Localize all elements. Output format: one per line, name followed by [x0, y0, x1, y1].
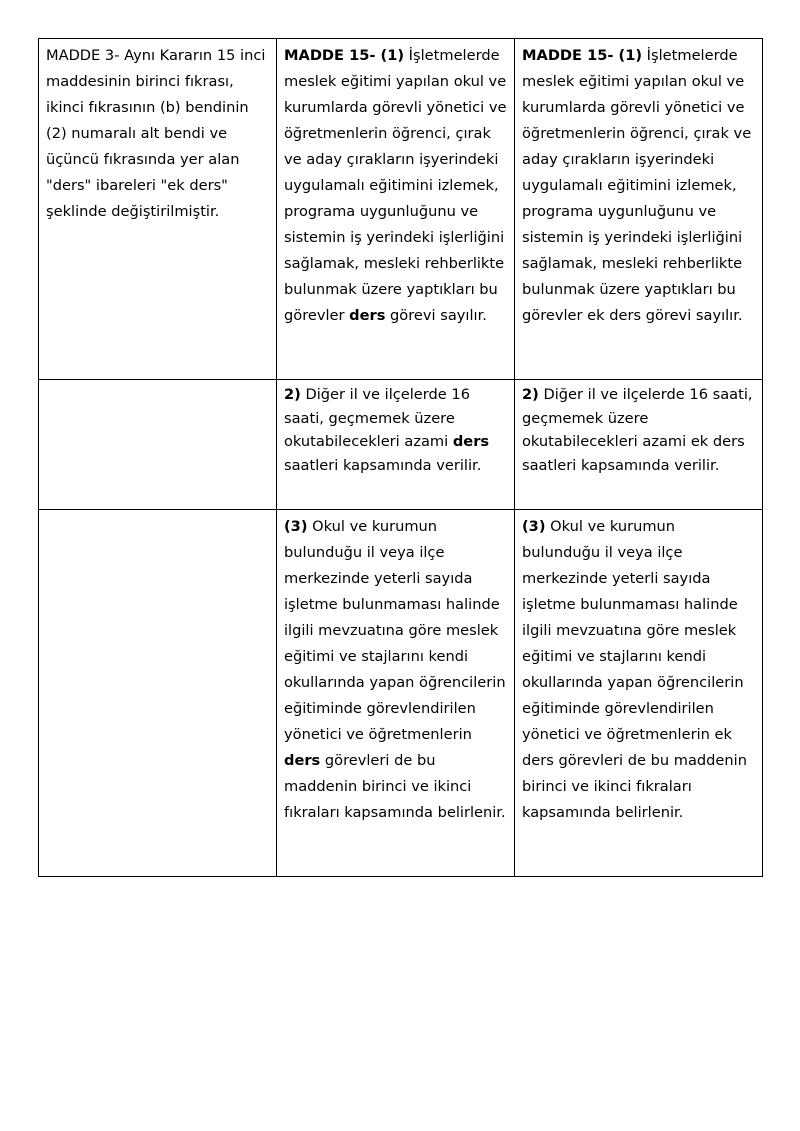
bold-term: ders — [349, 307, 386, 324]
paragraph-label: 2) — [522, 386, 539, 403]
new-text: Diğer il ve ilçelerde 16 saati, geçmemek üzere okutabilecekleri azami ek ders saatleri kapsamında verilir. — [522, 386, 753, 474]
new-text-cell — [515, 380, 763, 510]
table-row — [39, 510, 763, 877]
old-text-cell — [277, 39, 515, 380]
old-text-cell — [277, 380, 515, 510]
new-text-cell — [515, 39, 763, 380]
paragraph-label: (3) — [284, 518, 308, 535]
bold-term: ders — [452, 433, 490, 450]
old-text-before: İşletmelerde meslek eğitimi yapılan okul ve kurumlarda görevli yönetici ve öğretmenlerin öğrenci, çırak ve aday çırakların işyerindeki uygulamalı eğitimini izlemek, programa uygunluğunu ve sistemin iş yerindeki işlerliğini sağlamak, mesleki rehberlikte bulunmak üzere yaptıkları bu görevler — [284, 47, 507, 324]
article-label: MADDE 15- (1) — [522, 47, 643, 64]
old-text-before: Okul ve kurumun bulunduğu il veya ilçe merkezinde yeterli sayıda işletme bulunmaması halinde ilgili mevzuatına göre meslek eğitimi ve stajlarını kendi okullarında yapan öğrencilerin eğitiminde görevlendirilen yönetici ve öğretmenlerin — [284, 518, 506, 743]
old-text-cell — [277, 510, 515, 877]
new-text: İşletmelerde meslek eğitimi yapılan okul ve kurumlarda görevli yönetici ve öğretmenlerin öğrenci, çırak ve aday çırakların işyerindeki uygulamalı eğitimini izlemek, programa uygunluğunu ve sistemin iş yerindeki işlerliğini sağlamak, mesleki rehberlikte bulunmak üzere yaptıkları bu görevler ek ders görevi sayılır. — [522, 47, 752, 324]
bold-term: ders — [284, 752, 321, 769]
old-text-before: Diğer il ve ilçelerde 16 saati, geçmemek üzere okutabilecekleri azami — [284, 386, 470, 450]
new-text: Okul ve kurumun bulunduğu il veya ilçe merkezinde yeterli sayıda işletme bulunmaması halinde ilgili mevzuatına göre meslek eğitimi ve stajlarını kendi okullarında yapan öğrencilerin eğitiminde görevlendirilen yönetici ve öğretmenlerin ek ders görevleri de bu maddenin birinci ve ikinci fıkraları kapsamında belirlenir. — [522, 518, 747, 821]
amendment-cell — [39, 39, 277, 380]
old-text-after: saatleri kapsamında verilir. — [284, 456, 482, 474]
old-text-after: görevi sayılır. — [385, 307, 487, 324]
article-label: MADDE 15- (1) — [284, 47, 405, 64]
amendment-cell — [39, 510, 277, 877]
comparison-table — [38, 38, 763, 877]
amendment-cell — [39, 380, 277, 510]
old-text-after: görevleri de bu maddenin birinci ve ikinci fıkraları kapsamında belirlenir. — [284, 752, 506, 821]
paragraph-label: 2) — [284, 386, 301, 403]
new-text-cell — [515, 510, 763, 877]
amendment-text: MADDE 3- Aynı Kararın 15 inci maddesinin birinci fıkrası, ikinci fıkrasının (b) bendinin (2) numaralı alt bendi ve üçüncü fıkrasında yer alan "ders" ibareleri "ek ders" şeklinde değiştirilmiştir. — [46, 47, 266, 220]
paragraph-label: (3) — [522, 518, 546, 535]
table-row — [39, 380, 763, 510]
table-row — [39, 39, 763, 380]
